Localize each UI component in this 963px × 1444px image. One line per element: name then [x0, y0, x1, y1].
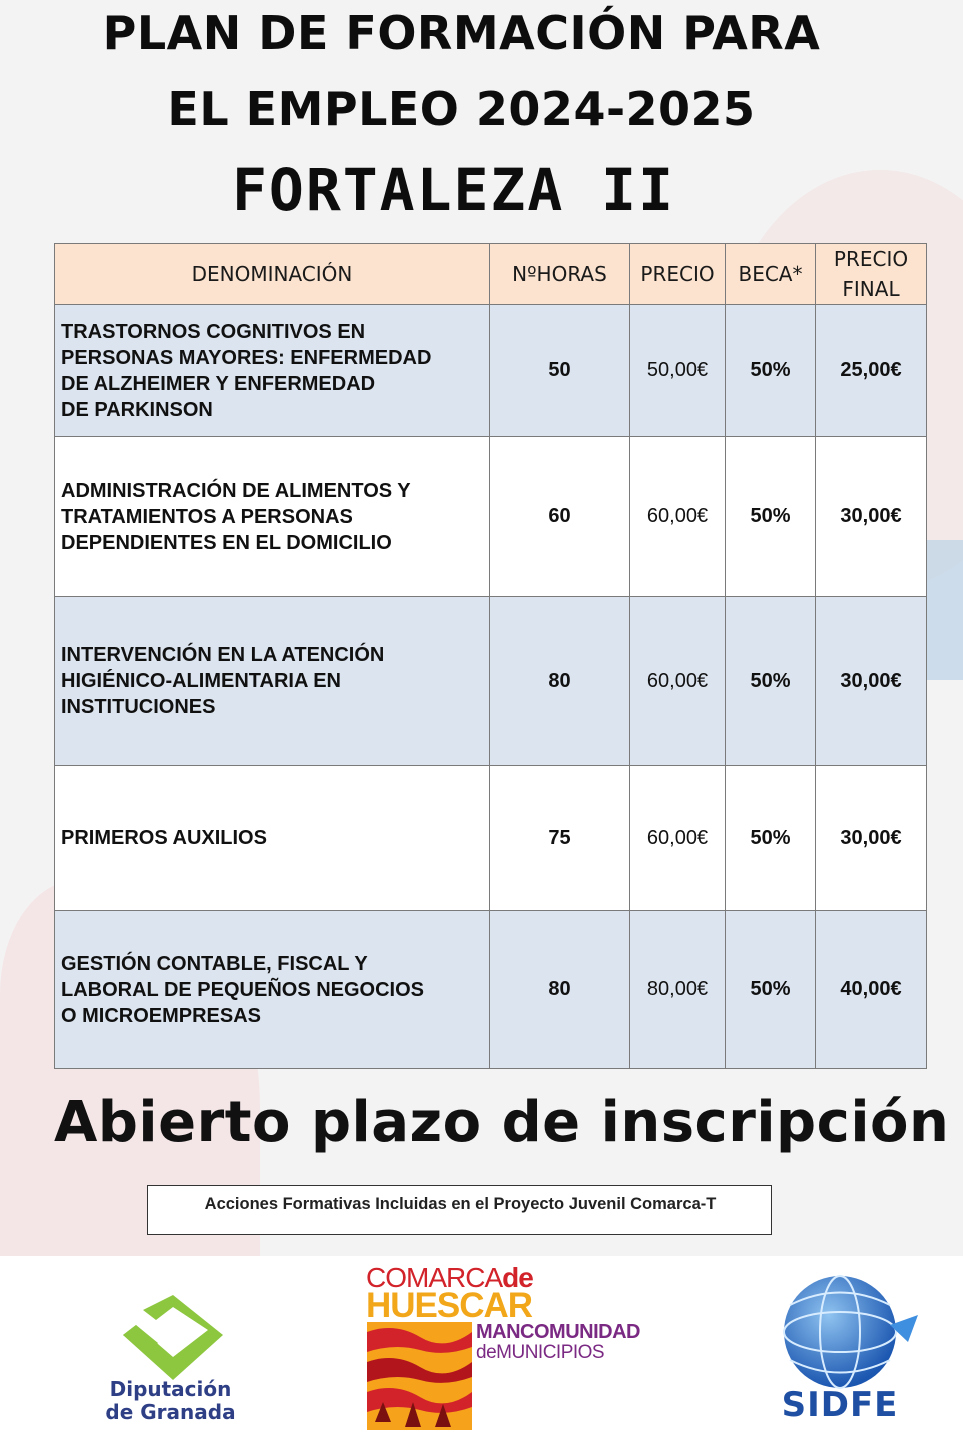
col-header-precio: PRECIO — [630, 244, 726, 305]
page-title-line1: PLAN DE FORMACIÓN PARA — [102, 6, 821, 60]
comarca-mancomunidad: MANCOMUNIDAD — [476, 1321, 640, 1343]
course-name-line: GESTIÓN CONTABLE, FISCAL Y — [61, 952, 368, 975]
registration-open-heading: Abierto plazo de inscripción — [54, 1090, 950, 1155]
program-name: FORTALEZA II — [231, 156, 676, 224]
course-final-price: 25,00€ — [816, 305, 927, 437]
col-header-horas: NºHORAS — [490, 244, 630, 305]
course-name-line: DE ALZHEIMER Y ENFERMEDAD — [61, 372, 376, 395]
course-hours: 60 — [490, 437, 630, 597]
diputacion-logo-text — [98, 1378, 243, 1424]
diputacion-line1: Diputación — [109, 1377, 232, 1401]
table-row — [55, 437, 927, 597]
col-header-precio-final-label: PRECIO FINAL — [833, 247, 909, 301]
course-beca: 50% — [726, 305, 816, 437]
table-header-row — [55, 244, 927, 305]
project-note: Acciones Formativas Incluidas en el Proyecto Juvenil Comarca-T — [204, 1195, 717, 1213]
comarca-word: COMARCA — [366, 1262, 503, 1293]
course-name-line: O MICROEMPRESAS — [61, 1004, 262, 1027]
course-name — [55, 766, 490, 911]
col-header-beca: BECA* — [726, 244, 816, 305]
diputacion-line2: de Granada — [105, 1400, 236, 1424]
project-note-box — [147, 1185, 772, 1235]
course-name — [55, 597, 490, 766]
course-name-line: DE PARKINSON — [61, 398, 213, 421]
background-shape — [925, 540, 963, 680]
course-hours: 50 — [490, 305, 630, 437]
comarca-de: de — [502, 1262, 533, 1293]
course-final-price: 40,00€ — [816, 911, 927, 1069]
comarca-title-line2: HUESCAR — [366, 1286, 533, 1325]
col-header-precio-final — [816, 244, 927, 305]
comarca-municipios-word: MUNICIPIOS — [496, 1342, 605, 1363]
course-name-line: TRATAMIENTOS A PERSONAS — [61, 505, 353, 528]
course-price: 60,00€ — [630, 437, 726, 597]
table-row — [55, 766, 927, 911]
course-name-line: INTERVENCIÓN EN LA ATENCIÓN — [61, 644, 385, 666]
course-name-line: ADMINISTRACIÓN DE ALIMENTOS Y — [61, 479, 411, 502]
course-name-line: HIGIÉNICO-ALIMENTARIA EN — [61, 670, 341, 692]
course-price: 60,00€ — [630, 597, 726, 766]
course-name-line: DEPENDIENTES EN EL DOMICILIO — [61, 531, 392, 554]
course-price: 60,00€ — [630, 766, 726, 911]
course-final-price: 30,00€ — [816, 766, 927, 911]
course-beca: 50% — [726, 911, 816, 1069]
course-beca: 50% — [726, 437, 816, 597]
course-hours: 80 — [490, 911, 630, 1069]
table-row — [55, 305, 927, 437]
table-row — [55, 597, 927, 766]
course-beca: 50% — [726, 597, 816, 766]
table-row — [55, 911, 927, 1069]
course-name — [55, 911, 490, 1069]
course-name — [55, 305, 490, 437]
course-name-line: PERSONAS MAYORES: ENFERMEDAD — [61, 346, 432, 369]
course-name — [55, 437, 490, 597]
course-hours: 75 — [490, 766, 630, 911]
col-header-denominacion: DENOMINACIÓN — [55, 244, 490, 305]
comarca-de-small: de — [476, 1342, 497, 1363]
course-hours: 80 — [490, 597, 630, 766]
course-beca: 50% — [726, 766, 816, 911]
comarca-municipios — [476, 1342, 604, 1364]
course-name-line: INSTITUCIONES — [61, 696, 216, 718]
course-name-line: TRASTORNOS COGNITIVOS EN — [61, 320, 366, 343]
page-title-line2: EL EMPLEO 2024-2025 — [167, 82, 756, 136]
course-name-line: LABORAL DE PEQUEÑOS NEGOCIOS — [61, 978, 425, 1001]
course-price: 50,00€ — [630, 305, 726, 437]
courses-table — [54, 243, 927, 1069]
sidfe-globe-icon — [770, 1270, 920, 1395]
sidfe-logo-text: SIDFE — [781, 1385, 899, 1425]
course-price: 80,00€ — [630, 911, 726, 1069]
course-final-price: 30,00€ — [816, 437, 927, 597]
course-name-line: PRIMEROS AUXILIOS — [61, 827, 267, 849]
course-final-price: 30,00€ — [816, 597, 927, 766]
